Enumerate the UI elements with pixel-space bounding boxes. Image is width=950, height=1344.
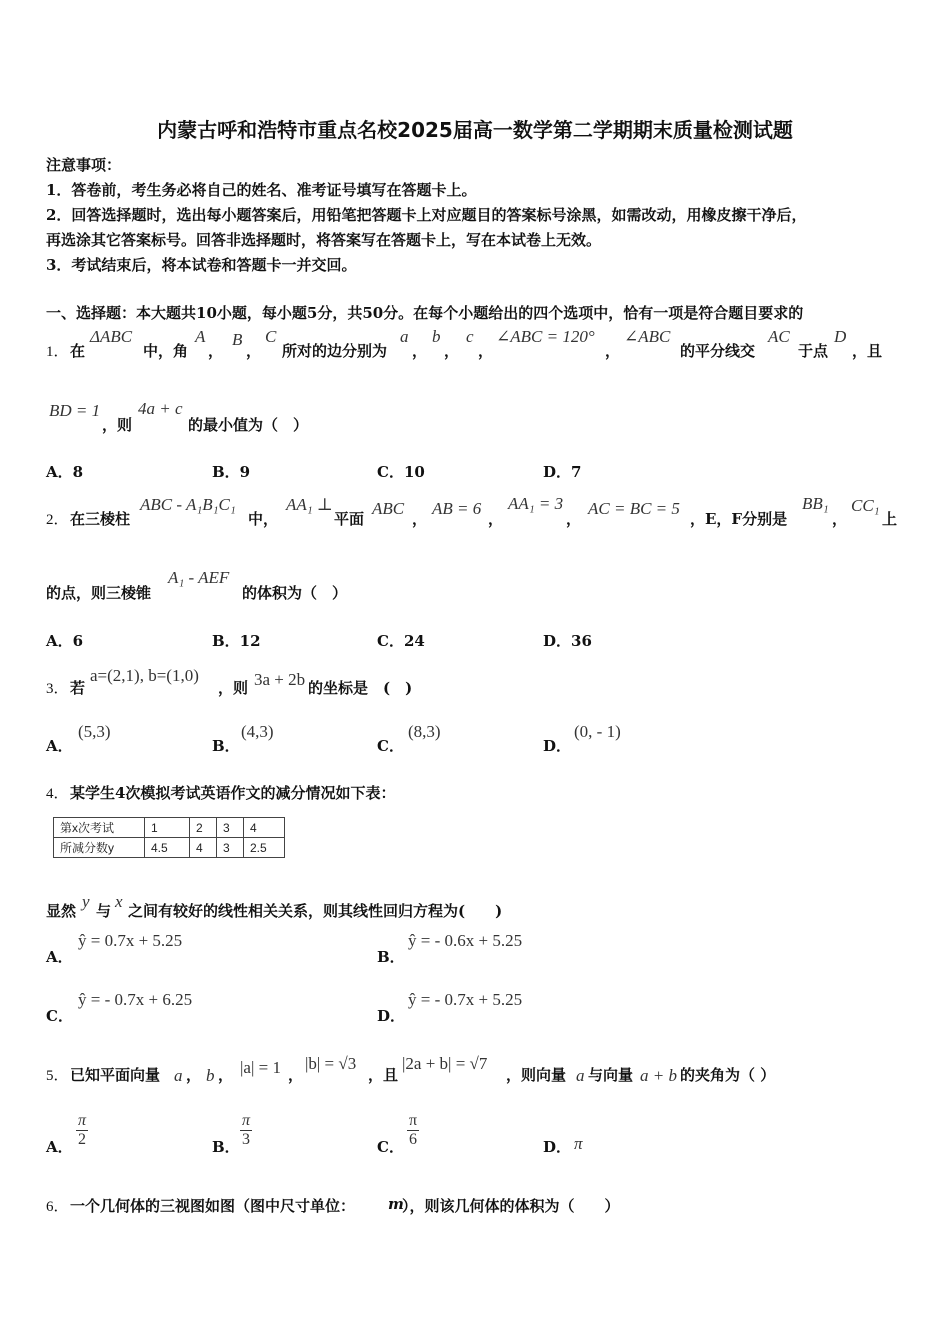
table-cell: 3: [217, 838, 244, 858]
q5-math-1: a: [174, 1066, 183, 1085]
question-number: 2．: [46, 512, 69, 528]
q5-math-2: b: [206, 1066, 215, 1085]
q1-math-12: BD = 1: [49, 401, 101, 420]
q2-math-4: AB = 6: [432, 499, 482, 518]
q2-math-2: AA₁ ⊥: [286, 495, 333, 514]
q4-option-d-label[interactable]: D．: [377, 1007, 406, 1025]
q1-option-c[interactable]: C．10: [377, 463, 425, 481]
q1-text-2: 中，角: [143, 342, 189, 360]
q3-option-b-label[interactable]: B．: [212, 737, 240, 755]
q3-option-b-value: (4,3): [241, 722, 274, 741]
table-cell: 4: [244, 818, 285, 838]
q2-math-6: AC = BC = 5: [588, 499, 680, 518]
q5-option-a-label[interactable]: A．: [46, 1138, 73, 1156]
q2-option-a[interactable]: A．6: [46, 632, 84, 650]
q2-text-5: 上: [882, 510, 898, 528]
q3-text-2: ，则: [218, 679, 249, 697]
question-number: 6．: [46, 1199, 69, 1215]
q4-option-c-label[interactable]: C．: [46, 1007, 73, 1025]
q1-text-3: 所对的边分别为: [282, 342, 388, 360]
q5-option-c-value: [407, 1112, 419, 1149]
q4-option-b-label[interactable]: B．: [377, 948, 405, 966]
q1-comma: ，: [444, 342, 460, 360]
table-cell: 4: [190, 838, 217, 858]
q1-option-d[interactable]: D．7: [543, 463, 582, 481]
q4-option-c-value: ŷ = - 0.7x + 6.25: [78, 990, 193, 1009]
table-cell: 3: [217, 818, 244, 838]
q4-text-1: 某学生4次模拟考试英语作文的减分情况如下表：: [70, 784, 396, 802]
q2-text-3: 平面: [334, 510, 365, 528]
q2-text-1: 在三棱柱: [70, 510, 131, 528]
q1-math-7: c: [466, 327, 474, 346]
q1-text-1: 在: [70, 342, 86, 360]
q5-option-a-value: [76, 1112, 88, 1149]
q1-math-5: a: [400, 327, 409, 346]
q2-comma: ，: [566, 510, 582, 528]
question-number: 3．: [46, 681, 69, 697]
notice-item: 1．答卷前，考生务必将自己的姓名、准考证号填写在答题卡上。: [46, 181, 477, 199]
table-cell: 2.5: [244, 838, 285, 858]
q4-text-4: 之间有较好的线性相关关系，则其线性回归方程为( ): [128, 902, 503, 920]
fraction-denominator: 6: [409, 1131, 418, 1148]
q2-text-4: ，E，F分别是: [690, 510, 788, 528]
q2-math-8: CC₁: [851, 496, 880, 515]
q5-option-d-label[interactable]: D．: [543, 1138, 572, 1156]
q3-option-d-value: (0, - 1): [574, 722, 621, 741]
q5-comma: ，: [288, 1066, 304, 1084]
q1-math-8: ∠ABC = 120°: [496, 327, 595, 346]
q4-math-1: y: [82, 892, 90, 911]
notice-item: 2．回答选择题时，选出每小题答案后，用铅笔把答题卡上对应题目的答案标号涂黑，如需改动，用橡皮擦干净后，: [46, 206, 807, 224]
q5-math-3: |a| = 1: [240, 1058, 281, 1077]
q1-math-13: 4a + c: [138, 399, 183, 418]
question-number: 1．: [46, 344, 69, 360]
q4-option-a-value: ŷ = 0.7x + 5.25: [78, 931, 183, 950]
q2-comma: ，: [832, 510, 848, 528]
q2-math-7: BB₁: [802, 494, 829, 513]
q2-option-b[interactable]: B．12: [212, 632, 261, 650]
notice-item: 再选涂其它答案标号。回答非选择题时，将答案写在答题卡上，写在本试卷上无效。: [46, 231, 602, 249]
q1-text-6: ，且: [852, 342, 883, 360]
q3-option-a-label[interactable]: A．: [46, 737, 73, 755]
q3-text-3: 的坐标是 ( ): [308, 679, 413, 697]
q1-math-9: ∠ABC: [624, 327, 671, 346]
q2-math-9: A₁ - AEF: [168, 568, 230, 587]
q1-text-7: ，则: [102, 416, 133, 434]
q4-text-3: 与: [96, 902, 112, 920]
q3-option-d-label[interactable]: D．: [543, 737, 572, 755]
q2-comma: ，: [488, 510, 504, 528]
q5-text-3: ，则向量: [506, 1066, 567, 1084]
q4-text-2: 显然: [46, 902, 77, 920]
q5-math-4: |b| = √3: [305, 1054, 357, 1073]
table-cell: 2: [190, 818, 217, 838]
table-row: [54, 838, 285, 858]
q3-text-1: 若: [70, 679, 86, 697]
question-number: 4．: [46, 786, 69, 802]
q1-math-4: C: [265, 327, 277, 346]
q1-comma: ，: [246, 342, 262, 360]
fraction-numerator: π: [409, 1112, 418, 1129]
q4-math-2: x: [115, 892, 123, 911]
notice-heading: 注意事项：: [46, 156, 122, 174]
q4-option-b-value: ŷ = - 0.6x + 5.25: [408, 931, 523, 950]
q2-math-1: ABC - A₁B₁C₁: [140, 495, 236, 514]
notice-item: 3．考试结束后，将本试卷和答题卡一并交回。: [46, 256, 357, 274]
q6-unit: m: [388, 1195, 404, 1213]
q3-option-c-value: (8,3): [408, 722, 441, 741]
q1-text-4: 的平分线交: [680, 342, 756, 360]
q1-math-1: ΔABC: [90, 327, 133, 346]
q5-option-b-value: [240, 1112, 252, 1149]
q1-option-b[interactable]: B．9: [212, 463, 251, 481]
q1-text-5: 于点: [798, 342, 829, 360]
q3-option-a-value: (5,3): [78, 722, 111, 741]
q3-option-c-label[interactable]: C．: [377, 737, 404, 755]
q1-math-2: A: [195, 327, 206, 346]
q1-comma: ，: [478, 342, 494, 360]
q5-text-4: 与向量: [588, 1066, 634, 1084]
q5-comma: ，: [218, 1066, 234, 1084]
q5-text-1: 已知平面向量: [70, 1066, 161, 1084]
question-number: 5．: [46, 1068, 69, 1084]
q6-text-2: ），则该几何体的体积为（ ）: [402, 1197, 620, 1215]
table-cell: 4.5: [145, 838, 190, 858]
q3-math-2: 3a + 2b: [254, 670, 306, 689]
table-cell: 所减分数y: [54, 838, 145, 858]
q2-math-5: AA₁ = 3: [508, 494, 564, 513]
q2-text-7: 的体积为（ ）: [242, 584, 348, 602]
q1-text-8: 的最小值为（ ）: [188, 416, 309, 434]
q5-option-b-label[interactable]: B．: [212, 1138, 240, 1156]
q5-math-6: a: [576, 1066, 585, 1085]
q1-math-6: b: [432, 327, 441, 346]
q2-text-2: 中，: [248, 510, 279, 528]
q1-option-a[interactable]: A．8: [46, 463, 84, 481]
q1-comma: ，: [208, 342, 224, 360]
table-cell: 1: [145, 818, 190, 838]
q2-math-3: ABC: [372, 499, 405, 518]
q5-comma: ，: [186, 1066, 202, 1084]
page-title: 内蒙古呼和浩特市重点名校2025届高一数学第二学期期末质量检测试题: [157, 118, 793, 142]
q6-text-1: 一个几何体的三视图如图（图中尺寸单位：: [70, 1197, 356, 1215]
q1-comma: ，: [412, 342, 428, 360]
q2-text-6: 的点，则三棱锥: [46, 584, 152, 602]
q5-math-5: |2a + b| = √7: [402, 1054, 488, 1073]
fraction-denominator: 2: [78, 1131, 86, 1148]
q5-math-7: a + b: [640, 1066, 677, 1085]
q1-math-11: D: [834, 327, 847, 346]
fraction-numerator: π: [78, 1112, 87, 1129]
q5-text-2: ，且: [368, 1066, 399, 1084]
q5-option-d-value: π: [574, 1134, 583, 1153]
q2-option-d[interactable]: D．36: [543, 632, 592, 650]
q2-comma: ，: [412, 510, 428, 528]
q4-option-d-value: ŷ = - 0.7x + 5.25: [408, 990, 523, 1009]
table-cell: 第x次考试: [54, 818, 145, 838]
q1-math-10: AC: [768, 327, 790, 346]
q5-option-c-label[interactable]: C．: [377, 1138, 404, 1156]
fraction-numerator: π: [242, 1112, 251, 1129]
score-table: [53, 817, 285, 858]
q1-comma: ，: [605, 342, 621, 360]
table-row: [54, 818, 285, 838]
section-heading: 一、选择题：本大题共10小题，每小题5分，共50分。在每个小题给出的四个选项中，恰有一项是符合题目要求的: [46, 304, 804, 322]
q5-text-5: 的夹角为（ ）: [680, 1066, 776, 1084]
q1-math-3: B: [232, 330, 243, 349]
q2-option-c[interactable]: C．24: [377, 632, 425, 650]
q3-math-1: a=(2,1), b=(1,0): [90, 666, 199, 685]
fraction-denominator: 3: [242, 1131, 250, 1148]
q4-option-a-label[interactable]: A．: [46, 948, 73, 966]
